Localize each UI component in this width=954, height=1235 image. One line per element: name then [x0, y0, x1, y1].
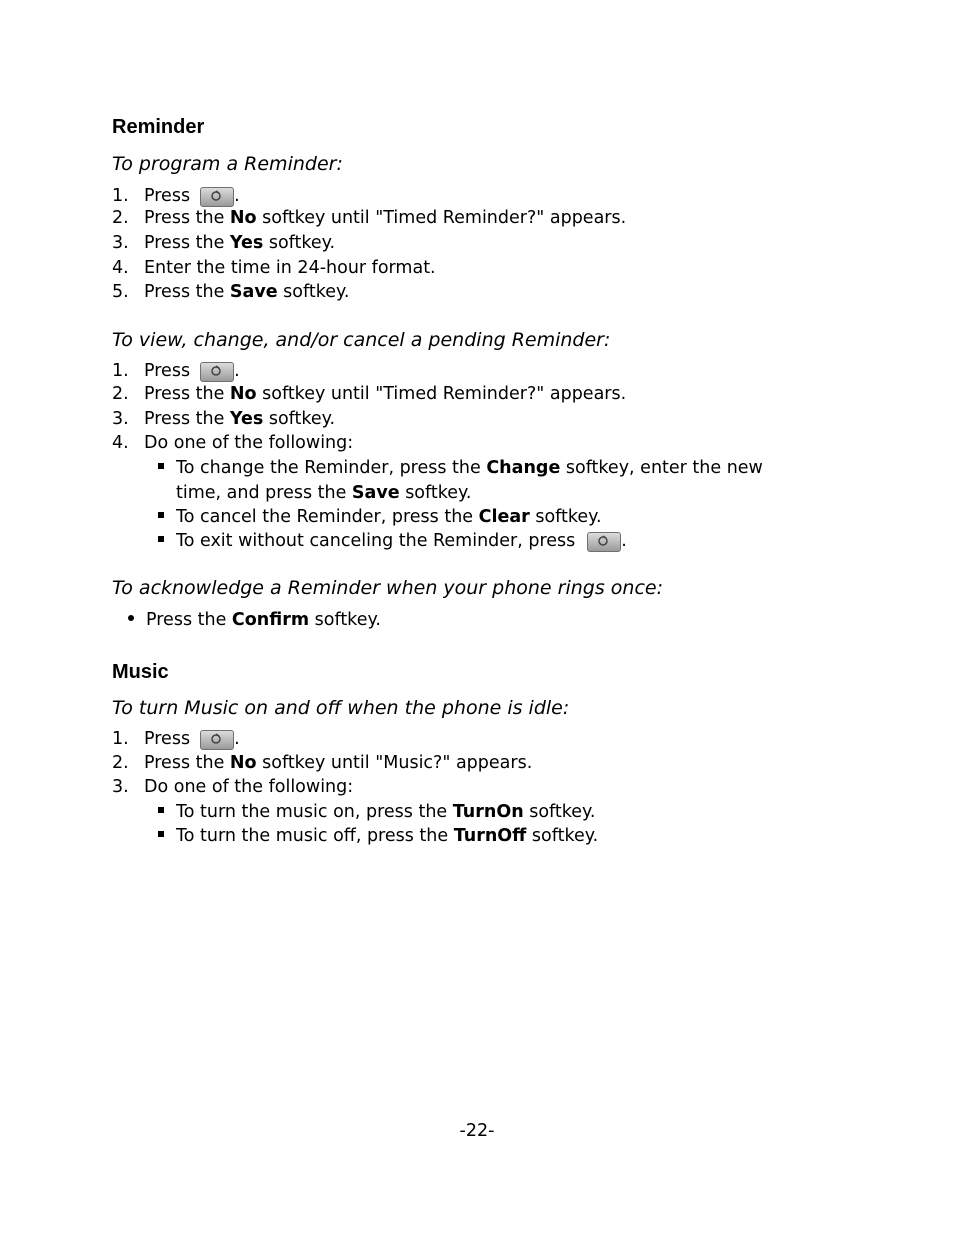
subheading-acknowledge-reminder: To acknowledge a Reminder when your phone rings once:	[112, 577, 663, 599]
bullet-square-icon	[158, 463, 164, 469]
bullet-square-icon	[158, 512, 164, 518]
feature-key-icon	[200, 187, 234, 207]
feature-key-icon	[200, 730, 234, 750]
bullet-item: Press the Confirm softkey.	[112, 608, 381, 632]
list-item: 5. Press the Save softkey.	[112, 282, 350, 302]
list-item: 3. Press the Yes softkey.	[112, 233, 336, 253]
bullet-item: To turn the music on, press the TurnOn softkey.	[158, 800, 595, 824]
list-item: 1. Press .	[112, 186, 240, 206]
subheading-program-reminder: To program a Reminder:	[112, 153, 343, 175]
page-number: -22-	[459, 1121, 495, 1141]
list-item: 3. Do one of the following:	[112, 777, 354, 797]
list-item: 2. Press the No softkey until "Timed Reminder?" appears.	[112, 208, 627, 228]
bullet-square-icon	[158, 536, 164, 542]
bullet-square-icon	[158, 807, 164, 813]
section-heading-reminder: Reminder	[112, 116, 205, 138]
list-item: 3. Press the Yes softkey.	[112, 409, 336, 429]
feature-key-icon	[200, 362, 234, 382]
list-item: 1. Press .	[112, 729, 240, 749]
bullet-item: To change the Reminder, press the Change softkey, enter the new	[158, 456, 763, 480]
section-heading-music: Music	[112, 661, 169, 683]
bullet-dot-icon	[128, 615, 134, 621]
bullet-item: To turn the music off, press the TurnOff softkey.	[158, 824, 598, 848]
bullet-item-continuation: time, and press the Save softkey.	[176, 483, 472, 503]
list-item: 4. Enter the time in 24-hour format.	[112, 258, 436, 278]
bullet-item: To cancel the Reminder, press the Clear softkey.	[158, 505, 602, 529]
list-item: 2. Press the No softkey until "Timed Reminder?" appears.	[112, 384, 627, 404]
list-item: 1. Press .	[112, 361, 240, 381]
feature-key-icon	[587, 532, 621, 552]
list-item: 4. Do one of the following:	[112, 433, 354, 453]
subheading-view-reminder: To view, change, and/or cancel a pending Reminder:	[112, 329, 611, 351]
subheading-music-toggle: To turn Music on and off when the phone is idle:	[112, 697, 570, 719]
bullet-square-icon	[158, 831, 164, 837]
bullet-item: To exit without canceling the Reminder, press .	[158, 529, 627, 553]
list-item: 2. Press the No softkey until "Music?" appears.	[112, 753, 533, 773]
